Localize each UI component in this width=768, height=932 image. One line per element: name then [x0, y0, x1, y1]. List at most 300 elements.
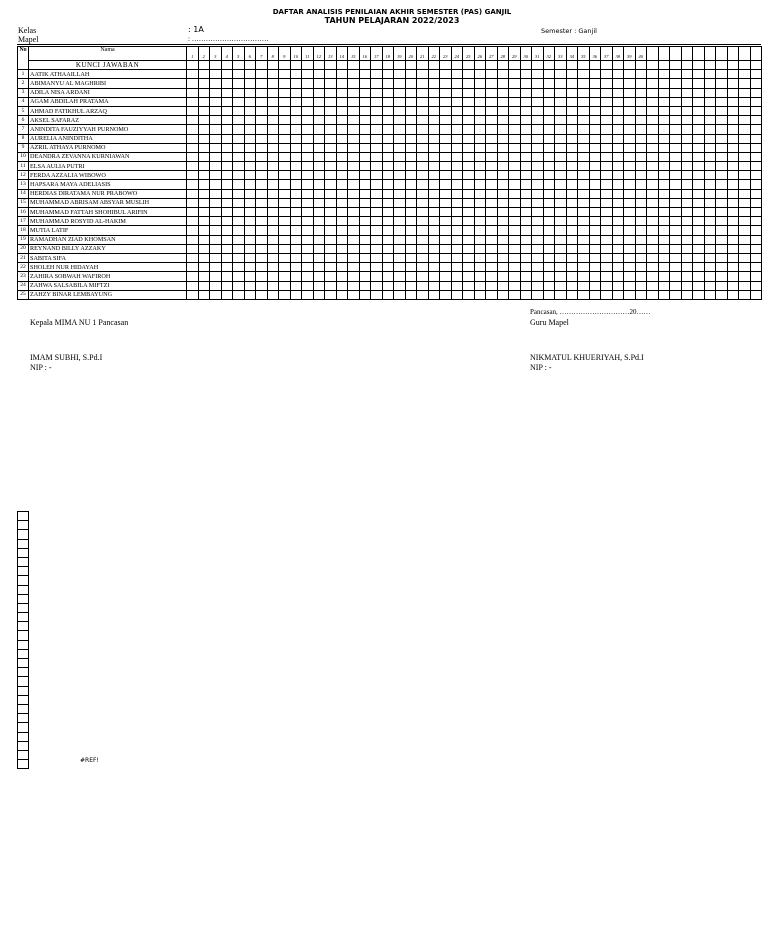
- answer-key-cell[interactable]: [589, 61, 601, 70]
- answer-cell[interactable]: [497, 180, 509, 189]
- answer-cell[interactable]: [359, 189, 371, 198]
- answer-cell[interactable]: [221, 217, 233, 226]
- answer-cell[interactable]: [555, 171, 567, 180]
- answer-key-cell[interactable]: [279, 61, 291, 70]
- answer-cell[interactable]: [497, 97, 509, 106]
- answer-cell[interactable]: [198, 79, 210, 88]
- answer-cell[interactable]: [624, 217, 636, 226]
- answer-cell[interactable]: [394, 171, 406, 180]
- answer-cell[interactable]: [566, 217, 578, 226]
- answer-cell[interactable]: [658, 180, 670, 189]
- answer-cell[interactable]: [244, 162, 256, 171]
- answer-cell[interactable]: [486, 263, 498, 272]
- answer-cell[interactable]: [693, 244, 705, 253]
- answer-cell[interactable]: [417, 79, 429, 88]
- answer-cell[interactable]: [440, 106, 452, 115]
- answer-cell[interactable]: [451, 88, 463, 97]
- answer-cell[interactable]: [658, 263, 670, 272]
- answer-cell[interactable]: [578, 217, 590, 226]
- answer-cell[interactable]: [624, 162, 636, 171]
- answer-cell[interactable]: [693, 70, 705, 79]
- answer-cell[interactable]: [532, 134, 544, 143]
- answer-cell[interactable]: [313, 253, 325, 262]
- answer-cell[interactable]: [371, 116, 383, 125]
- answer-cell[interactable]: [233, 106, 245, 115]
- answer-cell[interactable]: [647, 134, 659, 143]
- answer-cell[interactable]: [589, 180, 601, 189]
- answer-cell[interactable]: [405, 180, 417, 189]
- answer-cell[interactable]: [405, 244, 417, 253]
- answer-cell[interactable]: [509, 189, 521, 198]
- answer-cell[interactable]: [187, 272, 199, 281]
- answer-cell[interactable]: [302, 171, 314, 180]
- answer-cell[interactable]: [256, 171, 268, 180]
- answer-cell[interactable]: [463, 134, 475, 143]
- answer-cell[interactable]: [520, 198, 532, 207]
- answer-cell[interactable]: [716, 290, 728, 299]
- answer-cell[interactable]: [187, 125, 199, 134]
- answer-cell[interactable]: [244, 189, 256, 198]
- answer-cell[interactable]: [348, 198, 360, 207]
- answer-cell[interactable]: [739, 235, 751, 244]
- answer-cell[interactable]: [336, 162, 348, 171]
- answer-cell[interactable]: [279, 106, 291, 115]
- answer-cell[interactable]: [486, 143, 498, 152]
- answer-cell[interactable]: [704, 152, 716, 161]
- answer-cell[interactable]: [279, 189, 291, 198]
- answer-cell[interactable]: [463, 143, 475, 152]
- answer-cell[interactable]: [451, 116, 463, 125]
- answer-cell[interactable]: [233, 189, 245, 198]
- answer-cell[interactable]: [198, 97, 210, 106]
- answer-cell[interactable]: [267, 263, 279, 272]
- answer-cell[interactable]: [198, 88, 210, 97]
- answer-cell[interactable]: [451, 208, 463, 217]
- answer-cell[interactable]: [566, 208, 578, 217]
- answer-cell[interactable]: [532, 235, 544, 244]
- answer-cell[interactable]: [543, 162, 555, 171]
- answer-cell[interactable]: [336, 134, 348, 143]
- answer-cell[interactable]: [440, 134, 452, 143]
- answer-cell[interactable]: [405, 290, 417, 299]
- answer-cell[interactable]: [750, 125, 762, 134]
- answer-cell[interactable]: [681, 79, 693, 88]
- answer-cell[interactable]: [256, 143, 268, 152]
- answer-cell[interactable]: [601, 217, 613, 226]
- answer-cell[interactable]: [244, 97, 256, 106]
- answer-cell[interactable]: [325, 208, 337, 217]
- answer-cell[interactable]: [681, 281, 693, 290]
- answer-cell[interactable]: [325, 272, 337, 281]
- answer-cell[interactable]: [233, 116, 245, 125]
- answer-cell[interactable]: [543, 106, 555, 115]
- answer-cell[interactable]: [428, 263, 440, 272]
- answer-cell[interactable]: [302, 143, 314, 152]
- answer-cell[interactable]: [543, 116, 555, 125]
- answer-cell[interactable]: [336, 189, 348, 198]
- answer-cell[interactable]: [336, 272, 348, 281]
- answer-cell[interactable]: [359, 281, 371, 290]
- answer-cell[interactable]: [405, 106, 417, 115]
- answer-cell[interactable]: [428, 180, 440, 189]
- answer-cell[interactable]: [451, 290, 463, 299]
- answer-cell[interactable]: [532, 226, 544, 235]
- answer-cell[interactable]: [348, 244, 360, 253]
- answer-cell[interactable]: [532, 281, 544, 290]
- answer-cell[interactable]: [428, 226, 440, 235]
- answer-cell[interactable]: [543, 79, 555, 88]
- answer-cell[interactable]: [635, 70, 647, 79]
- answer-cell[interactable]: [647, 263, 659, 272]
- answer-cell[interactable]: [233, 79, 245, 88]
- answer-cell[interactable]: [440, 180, 452, 189]
- answer-cell[interactable]: [325, 180, 337, 189]
- answer-cell[interactable]: [601, 143, 613, 152]
- answer-cell[interactable]: [198, 253, 210, 262]
- answer-cell[interactable]: [279, 226, 291, 235]
- answer-cell[interactable]: [474, 171, 486, 180]
- answer-cell[interactable]: [405, 143, 417, 152]
- answer-cell[interactable]: [681, 116, 693, 125]
- answer-cell[interactable]: [474, 152, 486, 161]
- answer-cell[interactable]: [497, 70, 509, 79]
- answer-cell[interactable]: [716, 189, 728, 198]
- answer-cell[interactable]: [405, 88, 417, 97]
- answer-cell[interactable]: [394, 253, 406, 262]
- answer-cell[interactable]: [233, 208, 245, 217]
- answer-cell[interactable]: [313, 244, 325, 253]
- answer-cell[interactable]: [221, 272, 233, 281]
- answer-cell[interactable]: [290, 143, 302, 152]
- answer-cell[interactable]: [520, 281, 532, 290]
- answer-cell[interactable]: [417, 244, 429, 253]
- answer-cell[interactable]: [727, 70, 739, 79]
- answer-cell[interactable]: [635, 272, 647, 281]
- answer-cell[interactable]: [555, 79, 567, 88]
- answer-cell[interactable]: [233, 97, 245, 106]
- answer-cell[interactable]: [394, 208, 406, 217]
- answer-cell[interactable]: [543, 189, 555, 198]
- answer-cell[interactable]: [428, 235, 440, 244]
- answer-cell[interactable]: [463, 253, 475, 262]
- answer-cell[interactable]: [187, 180, 199, 189]
- answer-cell[interactable]: [302, 244, 314, 253]
- answer-cell[interactable]: [279, 198, 291, 207]
- answer-cell[interactable]: [474, 253, 486, 262]
- answer-cell[interactable]: [198, 244, 210, 253]
- answer-cell[interactable]: [543, 281, 555, 290]
- answer-cell[interactable]: [244, 88, 256, 97]
- answer-cell[interactable]: [658, 235, 670, 244]
- answer-cell[interactable]: [451, 97, 463, 106]
- answer-cell[interactable]: [670, 134, 682, 143]
- answer-cell[interactable]: [474, 226, 486, 235]
- answer-cell[interactable]: [658, 125, 670, 134]
- answer-cell[interactable]: [486, 198, 498, 207]
- answer-cell[interactable]: [509, 143, 521, 152]
- answer-cell[interactable]: [739, 97, 751, 106]
- answer-cell[interactable]: [187, 226, 199, 235]
- answer-cell[interactable]: [681, 208, 693, 217]
- answer-cell[interactable]: [693, 198, 705, 207]
- answer-cell[interactable]: [486, 208, 498, 217]
- answer-cell[interactable]: [693, 79, 705, 88]
- answer-cell[interactable]: [693, 116, 705, 125]
- answer-cell[interactable]: [440, 235, 452, 244]
- answer-cell[interactable]: [394, 88, 406, 97]
- answer-cell[interactable]: [440, 189, 452, 198]
- answer-cell[interactable]: [336, 235, 348, 244]
- answer-cell[interactable]: [589, 106, 601, 115]
- answer-cell[interactable]: [509, 70, 521, 79]
- answer-cell[interactable]: [221, 143, 233, 152]
- answer-cell[interactable]: [428, 244, 440, 253]
- answer-cell[interactable]: [394, 180, 406, 189]
- answer-cell[interactable]: [302, 235, 314, 244]
- answer-cell[interactable]: [394, 226, 406, 235]
- answer-cell[interactable]: [244, 70, 256, 79]
- answer-cell[interactable]: [290, 134, 302, 143]
- answer-cell[interactable]: [739, 244, 751, 253]
- answer-cell[interactable]: [727, 208, 739, 217]
- answer-cell[interactable]: [371, 97, 383, 106]
- answer-key-cell[interactable]: [244, 61, 256, 70]
- answer-cell[interactable]: [279, 143, 291, 152]
- answer-cell[interactable]: [520, 116, 532, 125]
- answer-cell[interactable]: [486, 70, 498, 79]
- answer-cell[interactable]: [612, 272, 624, 281]
- answer-cell[interactable]: [566, 253, 578, 262]
- answer-cell[interactable]: [221, 106, 233, 115]
- answer-key-cell[interactable]: [486, 61, 498, 70]
- answer-cell[interactable]: [647, 152, 659, 161]
- answer-cell[interactable]: [451, 143, 463, 152]
- answer-cell[interactable]: [727, 244, 739, 253]
- answer-cell[interactable]: [486, 116, 498, 125]
- answer-cell[interactable]: [210, 189, 222, 198]
- answer-cell[interactable]: [348, 125, 360, 134]
- answer-cell[interactable]: [670, 263, 682, 272]
- answer-cell[interactable]: [382, 235, 394, 244]
- answer-cell[interactable]: [578, 290, 590, 299]
- answer-cell[interactable]: [727, 125, 739, 134]
- answer-cell[interactable]: [210, 208, 222, 217]
- answer-cell[interactable]: [348, 189, 360, 198]
- answer-cell[interactable]: [463, 106, 475, 115]
- answer-cell[interactable]: [451, 263, 463, 272]
- answer-cell[interactable]: [727, 88, 739, 97]
- answer-cell[interactable]: [520, 143, 532, 152]
- answer-cell[interactable]: [704, 226, 716, 235]
- answer-cell[interactable]: [359, 125, 371, 134]
- answer-cell[interactable]: [578, 180, 590, 189]
- answer-cell[interactable]: [635, 134, 647, 143]
- answer-cell[interactable]: [612, 244, 624, 253]
- answer-cell[interactable]: [382, 198, 394, 207]
- answer-cell[interactable]: [520, 97, 532, 106]
- answer-cell[interactable]: [716, 272, 728, 281]
- answer-key-cell[interactable]: [474, 61, 486, 70]
- answer-cell[interactable]: [543, 134, 555, 143]
- answer-cell[interactable]: [601, 134, 613, 143]
- answer-cell[interactable]: [520, 253, 532, 262]
- answer-cell[interactable]: [359, 208, 371, 217]
- answer-cell[interactable]: [750, 134, 762, 143]
- answer-cell[interactable]: [451, 217, 463, 226]
- answer-cell[interactable]: [578, 125, 590, 134]
- answer-cell[interactable]: [382, 217, 394, 226]
- answer-cell[interactable]: [716, 244, 728, 253]
- answer-cell[interactable]: [405, 281, 417, 290]
- answer-cell[interactable]: [198, 180, 210, 189]
- answer-cell[interactable]: [382, 171, 394, 180]
- answer-cell[interactable]: [520, 134, 532, 143]
- answer-cell[interactable]: [486, 253, 498, 262]
- answer-key-cell[interactable]: [256, 61, 268, 70]
- answer-cell[interactable]: [486, 97, 498, 106]
- answer-cell[interactable]: [267, 208, 279, 217]
- answer-cell[interactable]: [647, 106, 659, 115]
- answer-cell[interactable]: [486, 189, 498, 198]
- answer-cell[interactable]: [532, 244, 544, 253]
- answer-cell[interactable]: [635, 235, 647, 244]
- answer-cell[interactable]: [198, 208, 210, 217]
- answer-cell[interactable]: [405, 263, 417, 272]
- answer-cell[interactable]: [635, 116, 647, 125]
- answer-cell[interactable]: [463, 171, 475, 180]
- answer-cell[interactable]: [601, 263, 613, 272]
- answer-cell[interactable]: [532, 70, 544, 79]
- answer-cell[interactable]: [578, 88, 590, 97]
- answer-cell[interactable]: [532, 263, 544, 272]
- answer-cell[interactable]: [658, 244, 670, 253]
- answer-cell[interactable]: [348, 116, 360, 125]
- answer-cell[interactable]: [463, 226, 475, 235]
- answer-cell[interactable]: [336, 79, 348, 88]
- answer-cell[interactable]: [290, 208, 302, 217]
- answer-cell[interactable]: [601, 290, 613, 299]
- answer-cell[interactable]: [256, 263, 268, 272]
- answer-cell[interactable]: [532, 208, 544, 217]
- answer-cell[interactable]: [256, 134, 268, 143]
- answer-cell[interactable]: [647, 162, 659, 171]
- answer-cell[interactable]: [578, 281, 590, 290]
- answer-cell[interactable]: [348, 106, 360, 115]
- answer-cell[interactable]: [670, 244, 682, 253]
- answer-cell[interactable]: [578, 152, 590, 161]
- answer-cell[interactable]: [739, 198, 751, 207]
- answer-cell[interactable]: [681, 272, 693, 281]
- answer-cell[interactable]: [693, 152, 705, 161]
- answer-cell[interactable]: [750, 244, 762, 253]
- answer-cell[interactable]: [670, 116, 682, 125]
- answer-cell[interactable]: [589, 97, 601, 106]
- answer-cell[interactable]: [716, 106, 728, 115]
- answer-cell[interactable]: [279, 134, 291, 143]
- answer-cell[interactable]: [474, 162, 486, 171]
- answer-cell[interactable]: [348, 217, 360, 226]
- answer-cell[interactable]: [578, 143, 590, 152]
- answer-cell[interactable]: [681, 143, 693, 152]
- answer-cell[interactable]: [589, 281, 601, 290]
- answer-cell[interactable]: [463, 180, 475, 189]
- answer-cell[interactable]: [612, 152, 624, 161]
- answer-cell[interactable]: [612, 290, 624, 299]
- answer-cell[interactable]: [474, 70, 486, 79]
- answer-cell[interactable]: [325, 152, 337, 161]
- answer-cell[interactable]: [221, 198, 233, 207]
- answer-cell[interactable]: [405, 79, 417, 88]
- answer-cell[interactable]: [244, 253, 256, 262]
- answer-cell[interactable]: [417, 143, 429, 152]
- answer-cell[interactable]: [267, 253, 279, 262]
- answer-cell[interactable]: [336, 226, 348, 235]
- answer-cell[interactable]: [532, 97, 544, 106]
- answer-cell[interactable]: [497, 162, 509, 171]
- answer-cell[interactable]: [681, 106, 693, 115]
- answer-cell[interactable]: [555, 125, 567, 134]
- answer-cell[interactable]: [221, 235, 233, 244]
- answer-cell[interactable]: [302, 134, 314, 143]
- answer-cell[interactable]: [417, 116, 429, 125]
- answer-cell[interactable]: [244, 134, 256, 143]
- answer-cell[interactable]: [727, 106, 739, 115]
- answer-cell[interactable]: [509, 217, 521, 226]
- answer-cell[interactable]: [417, 88, 429, 97]
- answer-cell[interactable]: [463, 125, 475, 134]
- answer-cell[interactable]: [532, 125, 544, 134]
- answer-cell[interactable]: [624, 70, 636, 79]
- answer-cell[interactable]: [578, 189, 590, 198]
- answer-cell[interactable]: [359, 244, 371, 253]
- answer-cell[interactable]: [750, 217, 762, 226]
- answer-cell[interactable]: [681, 235, 693, 244]
- answer-cell[interactable]: [635, 106, 647, 115]
- answer-cell[interactable]: [727, 171, 739, 180]
- answer-cell[interactable]: [290, 217, 302, 226]
- answer-cell[interactable]: [233, 143, 245, 152]
- answer-cell[interactable]: [405, 235, 417, 244]
- answer-cell[interactable]: [302, 198, 314, 207]
- answer-cell[interactable]: [532, 198, 544, 207]
- answer-cell[interactable]: [532, 106, 544, 115]
- answer-cell[interactable]: [325, 263, 337, 272]
- answer-cell[interactable]: [555, 272, 567, 281]
- answer-cell[interactable]: [348, 180, 360, 189]
- answer-cell[interactable]: [417, 152, 429, 161]
- answer-cell[interactable]: [348, 263, 360, 272]
- answer-cell[interactable]: [428, 106, 440, 115]
- answer-cell[interactable]: [670, 290, 682, 299]
- answer-cell[interactable]: [394, 162, 406, 171]
- answer-cell[interactable]: [210, 88, 222, 97]
- answer-cell[interactable]: [279, 180, 291, 189]
- answer-cell[interactable]: [313, 97, 325, 106]
- answer-key-cell[interactable]: [348, 61, 360, 70]
- answer-cell[interactable]: [267, 189, 279, 198]
- answer-cell[interactable]: [509, 180, 521, 189]
- answer-cell[interactable]: [681, 88, 693, 97]
- answer-cell[interactable]: [739, 263, 751, 272]
- answer-cell[interactable]: [497, 253, 509, 262]
- answer-cell[interactable]: [313, 125, 325, 134]
- answer-cell[interactable]: [601, 97, 613, 106]
- answer-cell[interactable]: [509, 152, 521, 161]
- answer-cell[interactable]: [348, 143, 360, 152]
- answer-cell[interactable]: [566, 152, 578, 161]
- answer-cell[interactable]: [336, 88, 348, 97]
- answer-cell[interactable]: [624, 208, 636, 217]
